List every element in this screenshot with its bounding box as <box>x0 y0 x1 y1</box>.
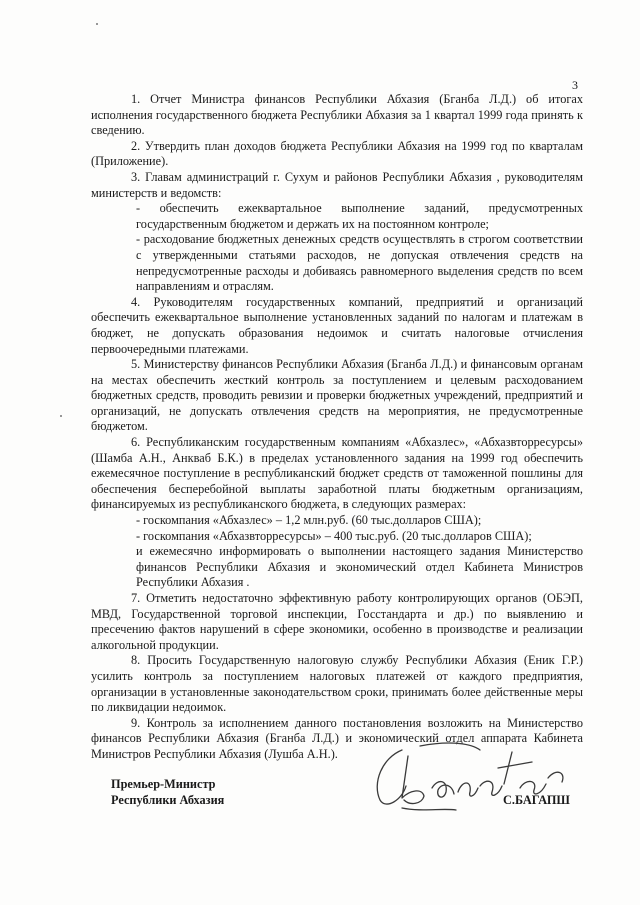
page-number: 3 <box>572 78 578 92</box>
decree-body <box>91 92 583 763</box>
decree-subitem: - госкомпания «Абхазвторресурсы» – 400 тыс.руб. (20 тыс.долларов США); <box>136 528 532 543</box>
scan-speck <box>96 23 98 25</box>
decree-item: 8. Просить Государственную налоговую службу Республики Абхазия (Еник Г.Р.) усилить контроль за поступлением налоговых платежей от каждого предприятия, организации в установленные законодательством сроки, принимать более действенные меры по ликвидации недоимок. <box>91 653 583 715</box>
decree-item: 3. Главам администраций г. Сухум и районов Республики Абхазия , руководителям министерств и ведомств: <box>91 169 583 200</box>
decree-item: 5. Министерству финансов Республики Абхазия (Бганба Л.Д.) и финансовым органам на местах обеспечить жесткий контроль за поступлением и целевым расходованием бюджетных средств, проводить ревизии и проверки бюджетных учреждений, предприятий и организаций, не допускать отвлечения средств на мероприятия, не предусмотренные бюджетом. <box>91 357 583 434</box>
decree-item: 1. Отчет Министра финансов Республики Абхазия (Бганба Л.Д.) об итогах исполнения государственного бюджета Республики Абхазия за 1 квартал 1999 года принять к сведению. <box>91 92 583 138</box>
decree-paragraph: и ежемесячно информировать о выполнении настоящего задания Министерство финансов Республики Абхазия и экономический отдел Кабинета Министров Республики Абхазия . <box>136 544 583 590</box>
signatory-name: С.БАГАПШ <box>503 793 570 807</box>
decree-item: 2. Утвердить план доходов бюджета Республики Абхазия на 1999 год по кварталам (Приложение). <box>91 138 583 169</box>
signatory-title <box>111 776 224 808</box>
decree-subitem: - госкомпания «Абхазлес» – 1,2 млн.руб. (60 тыс.долларов США); <box>136 513 482 528</box>
decree-item: 4. Руководителям государственных компаний, предприятий и организаций обеспечить ежеквартальное выполнение установленных заданий по налогам и платежам в бюджет, не допускать образования недоимок и считать налоговые отчисления первоочередными платежами. <box>91 294 583 356</box>
scan-speck <box>60 415 62 417</box>
signatory-title-line2: Республики Абхазия <box>111 793 225 807</box>
signatory-title-line1: Премьер-Министр <box>111 777 216 791</box>
decree-item: 9. Контроль за исполнением данного постановления возложить на Министерство финансов Республики Абхазия (Бганба Л.Д.) и экономический отдел аппарата Кабинета Министров Республики Абхазия (Лушба А.Н.). <box>91 715 583 761</box>
decree-item: 7. Отметить недостаточно эффективную работу контролирующих органов (ОБЭП, МВД, Государственной торговой инспекции, Госстандарта и др.) по выявлению и пресечению фактов нарушений в сфере экономики, особенно в производстве и реализации алкогольной продукции. <box>91 591 583 652</box>
decree-subitem: - расходование бюджетных денежных средств осуществлять в строгом соответствии с утвержденными статьями расходов, не допуская отвлечения средств на непредусмотренные расходы и добиваясь равномерного выделения средств по всем направлениям и отраслям. <box>136 232 583 294</box>
decree-subitem: - обеспечить ежеквартальное выполнение заданий, предусмотренных государственным бюджетом и держать их на постоянном контроле; <box>136 201 583 231</box>
decree-item: 6. Республиканским государственным компаниям «Абхазлес», «Абхазвторресурсы» (Шамба А.Н., Анкваб Б.К.) в пределах установленного задания на 1999 год обеспечить ежемесячное поступление в республиканский бюджет средств от таможенной пошлины для обеспечения бесперебойной выплаты заработной платы бюджетным организациям, финансируемых из республиканского бюджета, в следующих размерах: <box>91 435 583 512</box>
